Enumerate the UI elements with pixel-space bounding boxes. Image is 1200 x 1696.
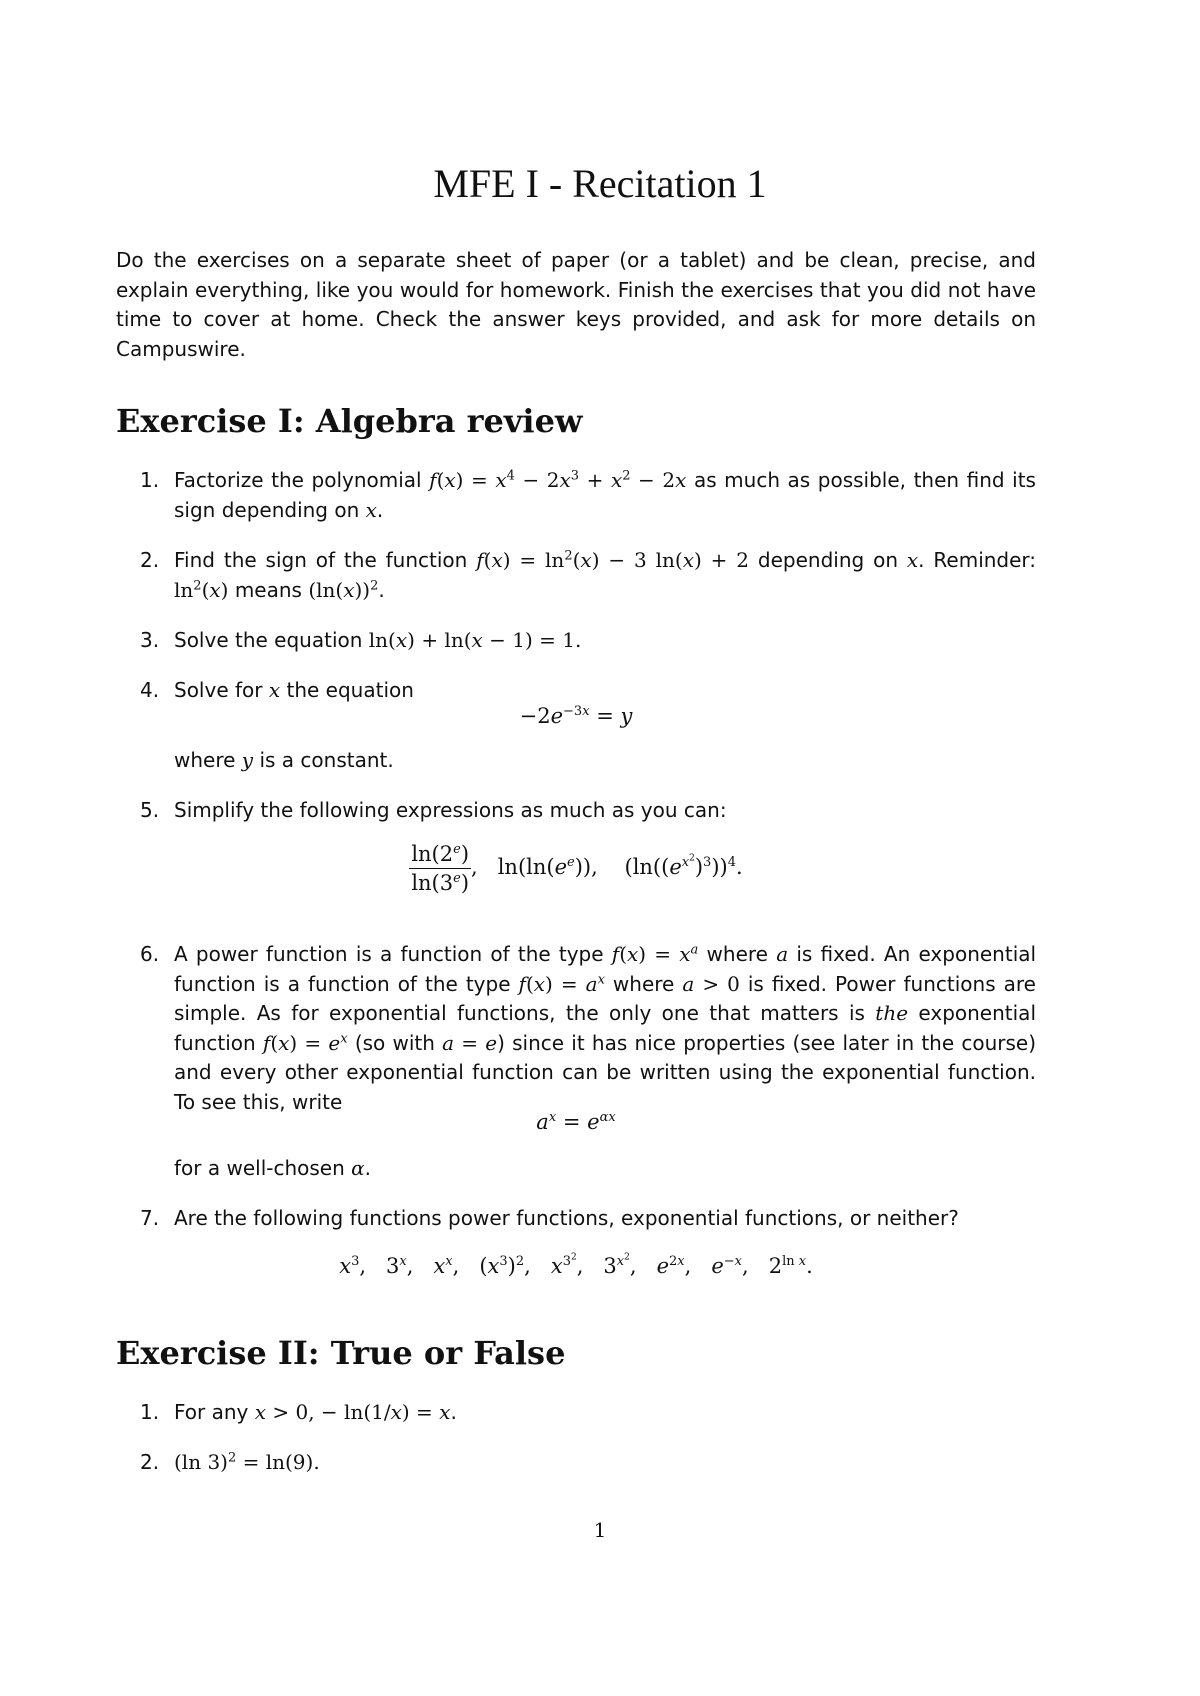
equation-item-6: $a^x = e^{\alpha x}$ bbox=[536, 1110, 616, 1134]
section-heading-true-false: Exercise II: True or False bbox=[116, 1334, 566, 1372]
section-heading-algebra: Exercise I: Algebra review bbox=[116, 402, 583, 440]
expressions-item-5: $\frac{\ln(2^e)}{\ln(3^e)}$ , $\ln(\ln(e^e))$, $(\ln((e^{x^2})^3))^4$. bbox=[411, 842, 743, 895]
page-title: MFE I - Recitation 1 bbox=[433, 161, 767, 206]
equation-item-4: $-2e^{-3x} = y$ bbox=[519, 704, 633, 728]
functions-list-item-7: $x^3$, 3$^x$, $x^x$, $(x^3)^2$, $x^{3^2}$, $3^{x^2}$, $e^{2x}$, $e^{-x}$, $2^{ln x}$. bbox=[339, 1252, 813, 1278]
document-page: MFE I - Recitation 1 Do the exercises on a separate sheet of paper (or a tablet) and be clean, precise, and explain everything, like you would for homework. Finish the exercises that you did not have time to cover at home. Check the answer keys provided, and ask for more details on Campuswire. Exercise I: Algebra review 1. Factorize the polynomial $f(x) = x^4 - 2x^3 + x^2 - 2x$ as much as possible, then find its sign depending on x. 2. Find the sign of the function $f(x) = \ln^2(x) - 3$ ln(x) + 2 depending on x. Reminder: $\ln^2(x)$ means $(\ln(x))^2$. 3. Solve the equation ln(x) + ln(x − 1) = 1. 4. Solve for x the equation $-2e^{-3x} = y$ where y is a constant. 5. Simplify the following expressions as much as you can: $\frac{\ln(2^e)}{\ln(3^e)}$ , $\ln(\ln(e^e))$, $(\ln((e^{x^2})^3))^4$. 6. A power function is a function of the type $f(x) = x^a$ where a is fixed. An exponential function is a function of the type $f(x) = a^x$ where a > 0 is fixed. Power functions are simple. As for exponential functions, the only one that matters is the exponential function $f(x) = e^x$ (so with a = e) since it has nice properties (see later in the course) and every other exponential function can be written using the exponential function. To see this, write $a^x = e^{\alpha x}$ for a well-chosen α. 7. Are the following functions power functions, exponential functions, or neither? $x^3$, 3$^x$, $x^x$, $(x^3)^2$, $x^{3^2}$, $3^{x^2}$, $e^{2x}$, $e^{-x}$, $2^{ln x}$. Exercise II: True or False 1. For any x > 0, − ln(1/x) = x. 2. (ln 3)$^2$ = ln(9). 1 bbox=[0, 0, 1200, 1696]
intro-paragraph: Do the exercises on a separate sheet of paper (or a tablet) and be clean, precise, and explain everything, like you would for homework. Finish the exercises that you did not have time to cover at home. Check the answer keys provided, and ask for more details on Campuswire. bbox=[116, 248, 1036, 361]
page-number: 1 bbox=[593, 1518, 607, 1542]
